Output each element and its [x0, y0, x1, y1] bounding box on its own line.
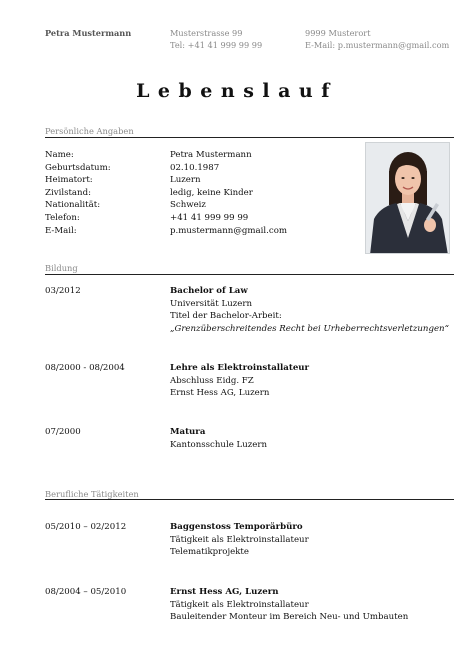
header-street: Musterstrasse 99: [170, 28, 243, 38]
work-detail: Tätigkeit als Elektroinstallateur: [170, 534, 309, 545]
header-phone: Tel: +41 41 999 99 99: [170, 39, 263, 50]
personal-value: p.mustermann@gmail.com: [170, 225, 288, 236]
education-detail: „Grenzüberschreitendes Recht bei Urheberrechtsverletzungen“: [170, 323, 449, 334]
personal-value: Schweiz: [170, 200, 206, 211]
education-detail: Kantonsschule Luzern: [170, 439, 268, 450]
header-name: Petra Mustermann: [45, 28, 132, 38]
work-detail: Telematikprojekte: [170, 547, 249, 558]
personal-label: Name:: [45, 150, 74, 160]
education-date: 08/2000 - 08/2004: [45, 363, 125, 373]
personal-label: Telefon:: [45, 213, 80, 223]
education-date: 03/2012: [45, 286, 81, 296]
work-employer: Baggenstoss Temporärbüro: [170, 522, 303, 532]
section-heading-education: Bildung: [45, 263, 78, 273]
education-detail: Universität Luzern: [170, 298, 252, 309]
education-title: Bachelor of Law: [170, 286, 248, 296]
header-email: E-Mail: p.mustermann@gmail.com: [305, 39, 450, 50]
header-city: 9999 Musterort: [305, 28, 371, 38]
personal-label: Nationalität:: [45, 200, 101, 211]
work-date: 05/2010 – 02/2012: [45, 522, 127, 532]
education-detail: Abschluss Eidg. FZ: [170, 375, 254, 386]
personal-value: +41 41 999 99 99: [170, 213, 249, 223]
personal-value: 02.10.1987: [170, 162, 220, 173]
personal-value: ledig, keine Kinder: [170, 187, 253, 198]
section-divider: [45, 274, 454, 275]
work-detail: Bauleitender Monteur im Bereich Neu- und Umbauten: [170, 612, 409, 623]
personal-value: Petra Mustermann: [170, 150, 252, 160]
work-detail: Tätigkeit als Elektroinstallateur: [170, 599, 309, 610]
education-title: Lehre als Elektroinstallateur: [170, 363, 310, 373]
personal-value: Luzern: [170, 175, 201, 186]
education-detail: Titel der Bachelor-Arbeit:: [170, 311, 282, 322]
work-date: 08/2004 – 05/2010: [45, 587, 127, 597]
section-divider: [45, 499, 454, 500]
personal-label: Heimatort:: [45, 175, 93, 186]
personal-label: Geburtsdatum:: [45, 162, 111, 173]
section-heading-work: Berufliche Tätigkeiten: [45, 489, 139, 499]
personal-label: Zivilstand:: [45, 187, 91, 198]
personal-label: E-Mail:: [45, 225, 77, 236]
page-title: Lebenslauf: [136, 80, 338, 102]
education-title: Matura: [170, 427, 206, 437]
work-employer: Ernst Hess AG, Luzern: [170, 587, 279, 597]
portrait-photo: [365, 142, 450, 254]
section-divider: [45, 137, 454, 138]
section-heading-personal: Persönliche Angaben: [45, 126, 134, 136]
education-detail: Ernst Hess AG, Luzern: [170, 388, 270, 399]
education-date: 07/2000: [45, 427, 81, 437]
